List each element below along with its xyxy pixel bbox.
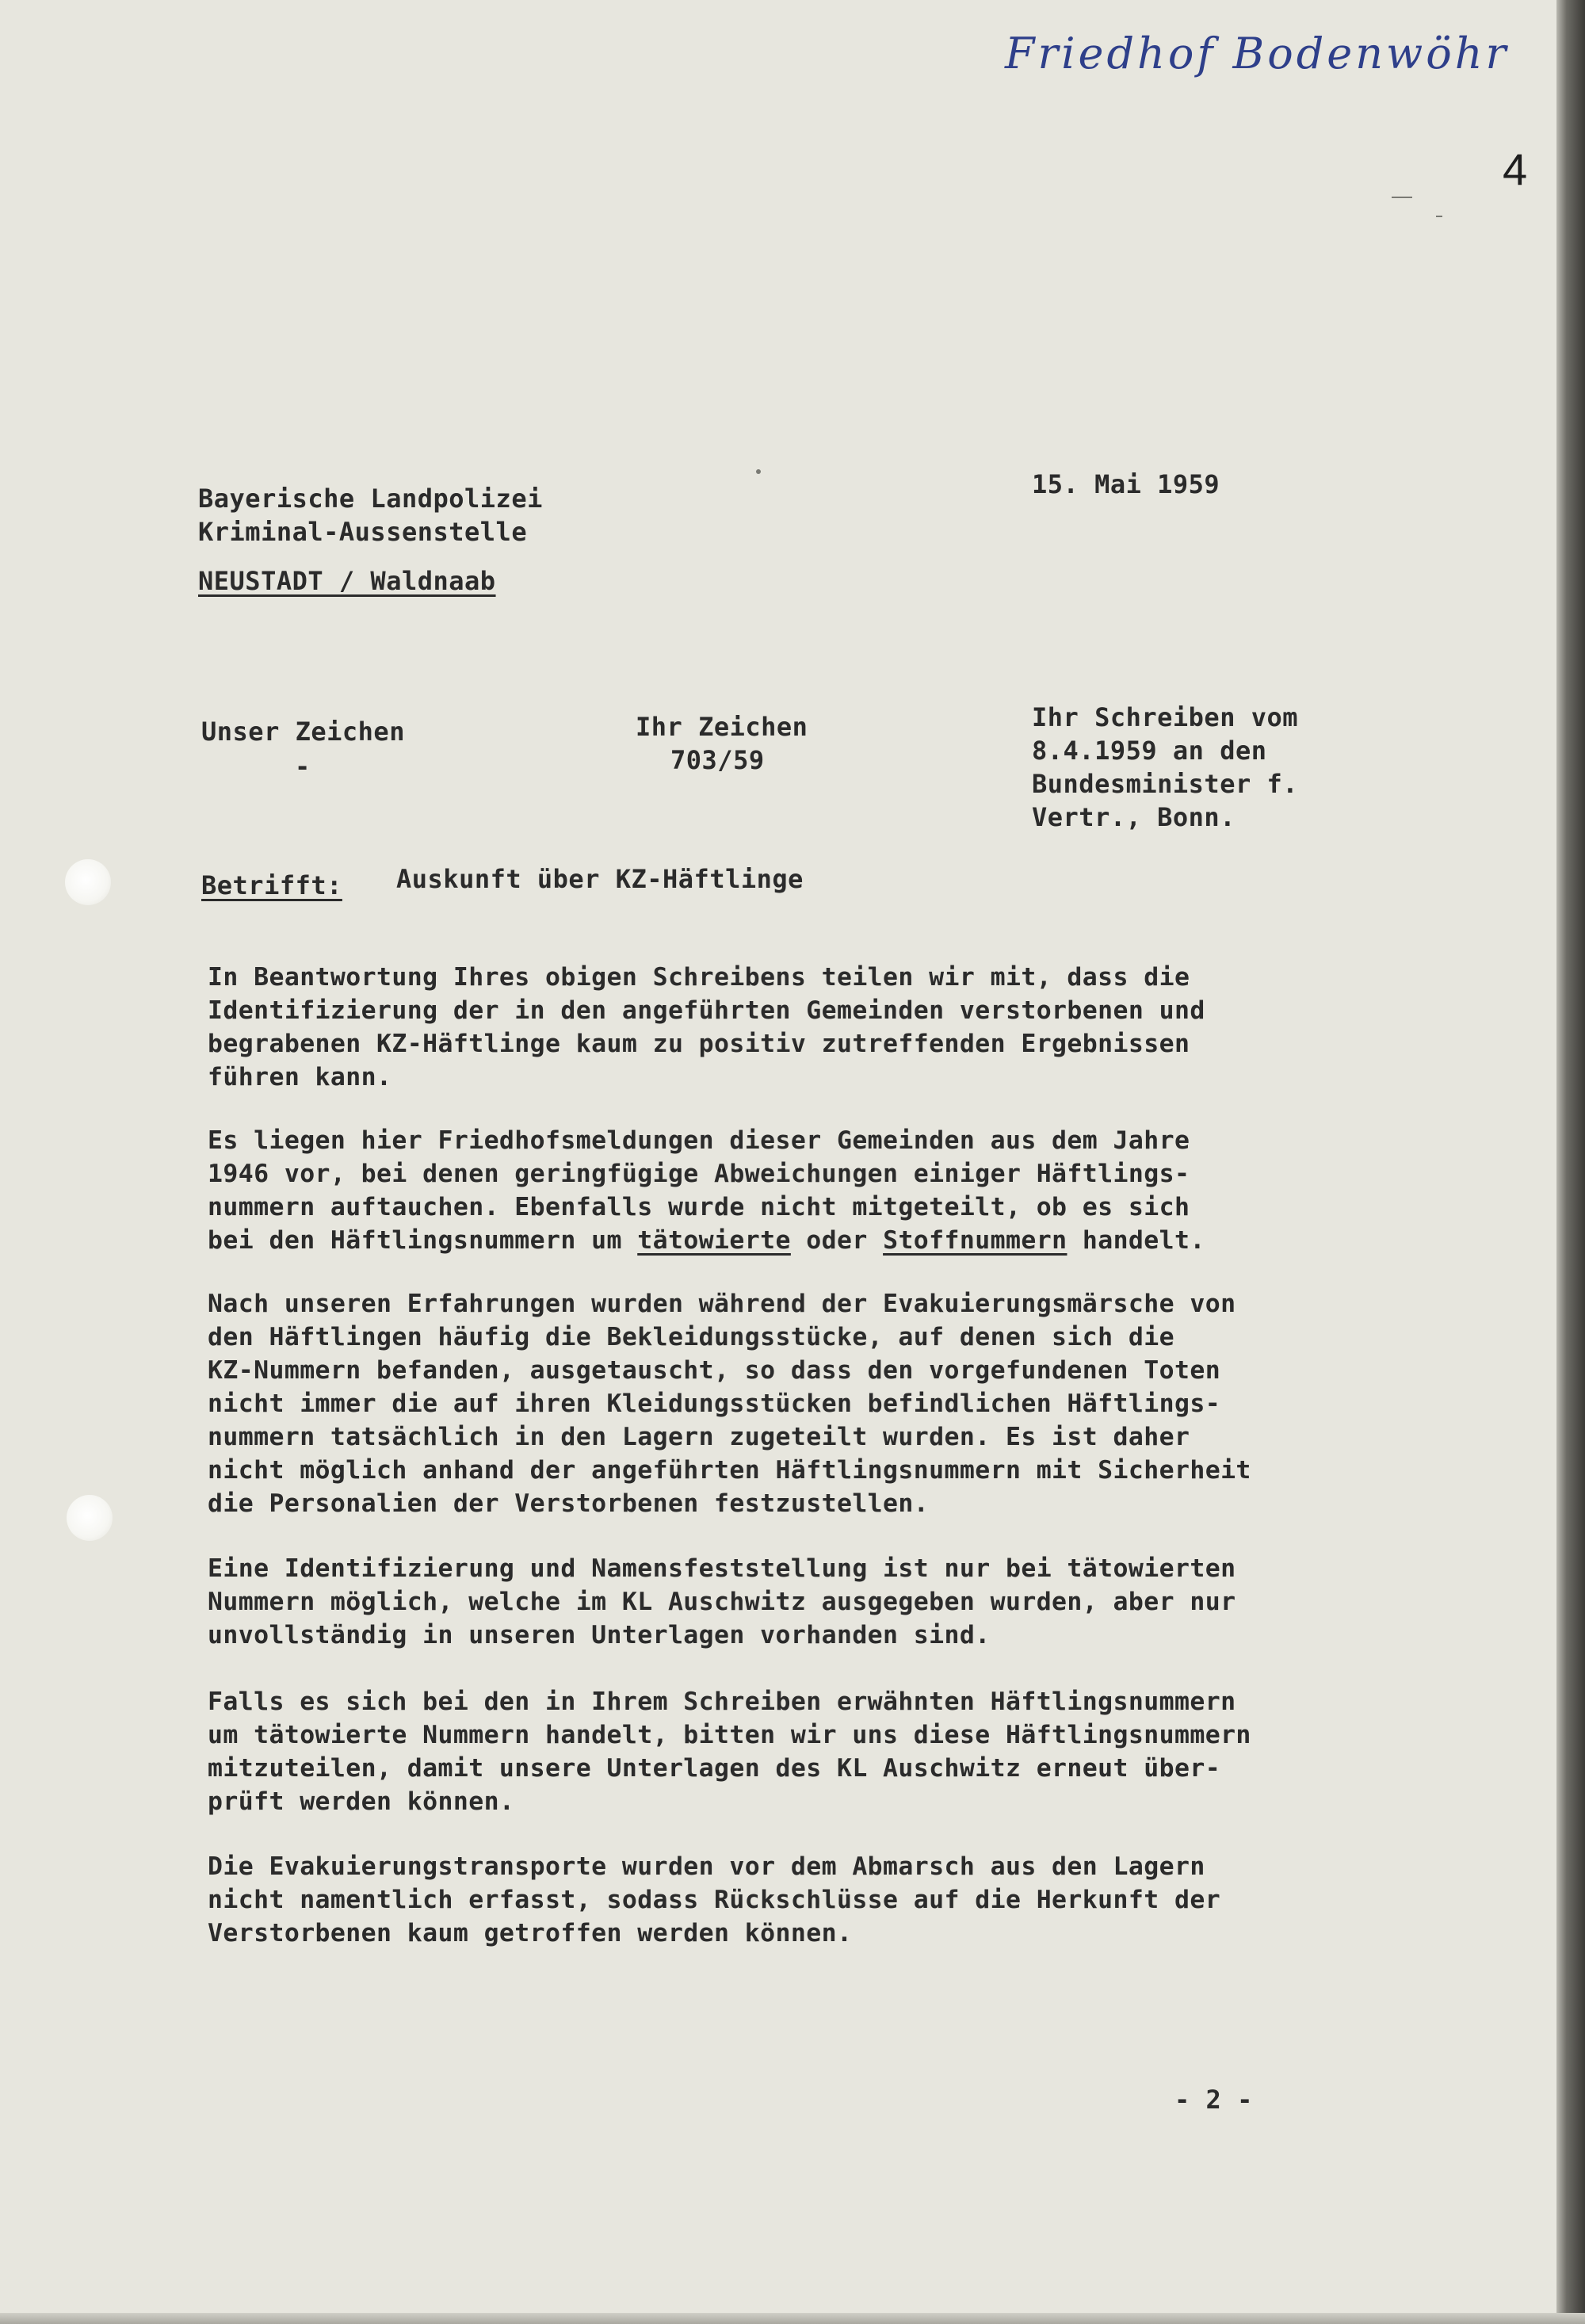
scan-edge-right xyxy=(1556,0,1585,2324)
page-mark: 4 xyxy=(1503,144,1528,194)
paragraph-line: Nach unseren Erfahrungen wurden während der Evakuierungsmärsche von xyxy=(208,1290,1236,1318)
paragraph-line: mitzuteilen, damit unsere Unterlagen des KL Auschwitz erneut über- xyxy=(208,1754,1221,1783)
paragraph-line: nummern auftauchen. Ebenfalls wurde nicht mitgeteilt, ob es sich xyxy=(208,1193,1190,1221)
paragraph-line: Die Evakuierungstransporte wurden vor dem Abmarsch aus den Lagern xyxy=(208,1852,1205,1881)
paragraph-2 xyxy=(208,1124,1412,1257)
paragraph-line: Es liegen hier Friedhofsmeldungen dieser Gemeinden aus dem Jahre xyxy=(208,1126,1190,1155)
next-page-marker: - 2 - xyxy=(1174,2085,1253,2115)
paragraph-line: nicht möglich anhand der angeführten Häftlingsnummern mit Sicherheit xyxy=(208,1456,1251,1485)
paragraph-line: In Beantwortung Ihres obigen Schreibens teilen wir mit, dass die xyxy=(208,963,1190,992)
our-sign-label: Unser Zeichen xyxy=(201,717,405,747)
letter-date: 15. Mai 1959 xyxy=(1032,469,1220,499)
sender-line-2: Kriminal-Aussenstelle xyxy=(198,517,528,547)
paragraph-line: Falls es sich bei den in Ihrem Schreiben erwähnten Häftlingsnummern xyxy=(208,1688,1236,1716)
paragraph-3 xyxy=(208,1287,1412,1520)
paragraph-line: nummern tatsächlich in den Lagern zugeteilt wurden. Es ist daher xyxy=(208,1423,1190,1451)
paragraph-4 xyxy=(208,1552,1412,1652)
paper-speck xyxy=(1436,216,1442,217)
paragraph-line: um tätowierte Nummern handelt, bitten wir uns diese Häftlingsnummern xyxy=(208,1721,1251,1749)
handwritten-cemetery-note: Friedhof Bodenwöhr xyxy=(1005,29,1510,78)
subject-label: Betrifft: xyxy=(201,870,342,900)
paragraph-line: Identifizierung der in den angeführten Gemeinden verstorbenen und xyxy=(208,996,1205,1025)
sender-line-1: Bayerische Landpolizei xyxy=(198,484,543,514)
paragraph-1 xyxy=(208,961,1412,1094)
sender-line-3: NEUSTADT / Waldnaab xyxy=(198,566,496,596)
paragraph-line: Eine Identifizierung und Namensfeststellung ist nur bei tätowierten xyxy=(208,1554,1236,1583)
punch-hole-upper xyxy=(65,859,111,905)
paragraph-5 xyxy=(208,1685,1412,1818)
scan-edge-bottom xyxy=(0,2313,1585,2324)
your-letter-line-1: Ihr Schreiben vom xyxy=(1032,702,1299,732)
paragraph-6 xyxy=(208,1850,1412,1950)
text-run: oder xyxy=(790,1226,884,1255)
paper-speck xyxy=(1392,197,1412,198)
paragraph-line: die Personalien der Verstorbenen festzustellen. xyxy=(208,1489,930,1518)
paragraph-line: KZ-Nummern befanden, ausgetauscht, so dass den vorgefundenen Toten xyxy=(208,1356,1221,1385)
text-run: handelt. xyxy=(1067,1226,1205,1255)
paragraph-line: führen kann. xyxy=(208,1063,392,1091)
your-letter-line-4: Vertr., Bonn. xyxy=(1032,802,1236,832)
paragraph-line-with-underlines xyxy=(208,1224,1412,1257)
paragraph-line: Nummern möglich, welche im KL Auschwitz ausgegeben wurden, aber nur xyxy=(208,1588,1236,1616)
paragraph-line: nicht immer die auf ihren Kleidungsstücken befindlichen Häftlings- xyxy=(208,1389,1221,1418)
paragraph-line: unvollständig in unseren Unterlagen vorhanden sind. xyxy=(208,1621,991,1649)
paragraph-line: prüft werden können. xyxy=(208,1787,515,1816)
punch-hole-lower xyxy=(67,1495,113,1541)
your-sign-value: 703/59 xyxy=(670,745,765,775)
our-sign-value: - xyxy=(295,751,311,782)
underlined-word-tattooed: tätowierte xyxy=(637,1226,791,1255)
paragraph-line: nicht namentlich erfasst, sodass Rückschlüsse auf die Herkunft der xyxy=(208,1886,1221,1914)
your-sign-label: Ihr Zeichen xyxy=(636,712,808,742)
your-letter-line-3: Bundesminister f. xyxy=(1032,769,1299,799)
paragraph-line: begrabenen KZ-Häftlinge kaum zu positiv zutreffenden Ergebnissen xyxy=(208,1030,1190,1058)
paragraph-line: Verstorbenen kaum getroffen werden können. xyxy=(208,1919,853,1947)
text-run: bei den Häftlingsnummern um xyxy=(208,1226,638,1255)
subject-text: Auskunft über KZ-Häftlinge xyxy=(396,864,804,894)
paper-speck xyxy=(756,469,761,474)
underlined-word-fabric-numbers: Stoffnummern xyxy=(883,1226,1067,1255)
your-letter-line-2: 8.4.1959 an den xyxy=(1032,736,1267,766)
paragraph-line: 1946 vor, bei denen geringfügige Abweichungen einiger Häftlings- xyxy=(208,1160,1190,1188)
paragraph-line: den Häftlingen häufig die Bekleidungsstücke, auf denen sich die xyxy=(208,1323,1174,1351)
